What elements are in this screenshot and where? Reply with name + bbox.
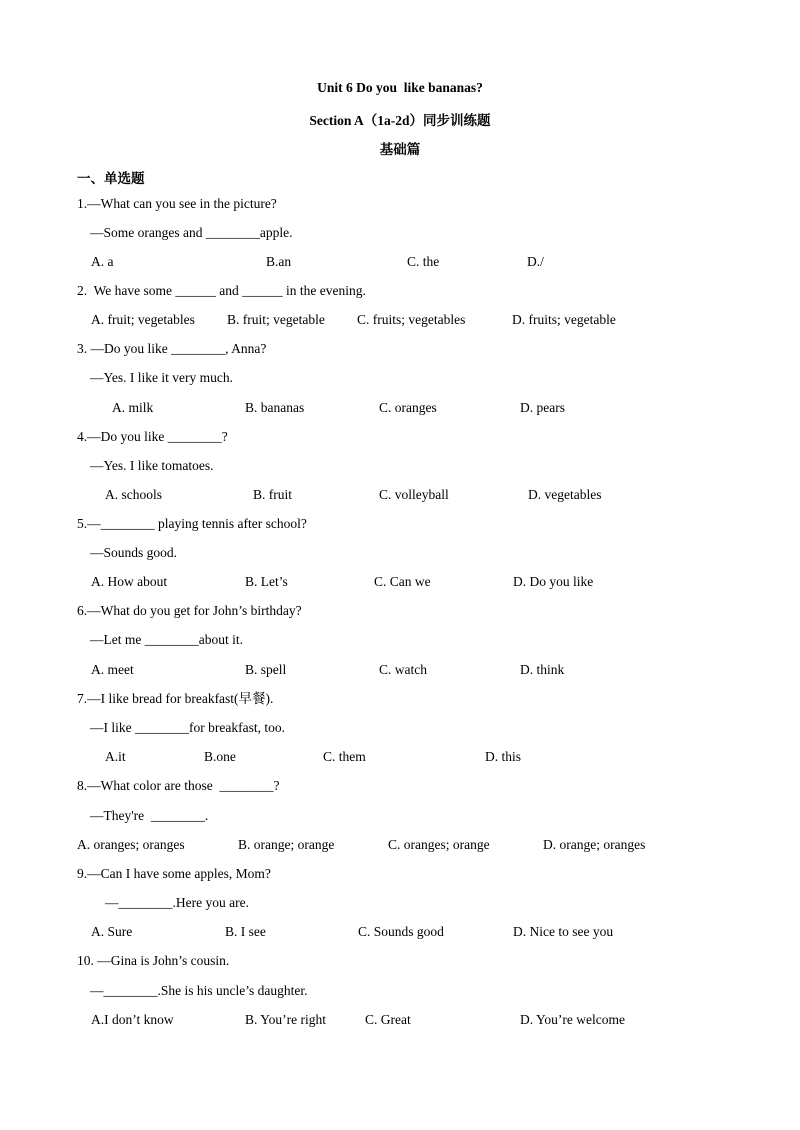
question-10-option-a: A.I don’t know	[91, 1012, 174, 1027]
question-9-option-b: B. I see	[225, 924, 266, 939]
question-7-option-c: C. them	[323, 749, 366, 764]
question-6-stem: 6.—What do you get for John’s birthday?	[77, 603, 302, 618]
question-9-option-a: A. Sure	[91, 924, 133, 939]
question-4-stem: 4.—Do you like ________?	[77, 429, 228, 444]
question-7-option-d: D. this	[485, 749, 522, 764]
section-heading: 一、单选题	[77, 171, 145, 186]
question-1-option-c: C. the	[407, 254, 440, 269]
question-3-option-c: C. oranges	[379, 400, 437, 415]
question-4-option-d: D. vegetables	[528, 487, 602, 502]
question-2-option-a: A. fruit; vegetables	[91, 312, 195, 327]
question-3-option-b: B. bananas	[245, 400, 305, 415]
worksheet-subtitle: Section A（1a-2d）同步训练题	[309, 113, 491, 128]
question-7-option-b: B.one	[204, 749, 236, 764]
question-1-reply: —Some oranges and ________apple.	[90, 225, 293, 240]
question-4-option-b: B. fruit	[253, 487, 292, 502]
question-3-reply: —Yes. I like it very much.	[90, 370, 233, 385]
question-4-option-a: A. schools	[105, 487, 162, 502]
question-10-option-d: D. You’re welcome	[520, 1012, 625, 1027]
worksheet-title: Unit 6 Do you like bananas?	[317, 80, 483, 95]
question-6-reply: —Let me ________about it.	[90, 632, 243, 647]
question-8-option-a: A. oranges; oranges	[77, 837, 185, 852]
question-6-option-c: C. watch	[379, 662, 427, 677]
question-6-option-b: B. spell	[245, 662, 287, 677]
question-10-reply: —________.She is his uncle’s daughter.	[90, 983, 308, 998]
question-7-option-a: A.it	[105, 749, 126, 764]
question-8-stem: 8.—What color are those ________?	[77, 778, 280, 793]
question-1-option-b: B.an	[266, 254, 292, 269]
question-9-option-c: C. Sounds good	[358, 924, 444, 939]
question-8-option-c: C. oranges; orange	[388, 837, 490, 852]
question-1-option-a: A. a	[91, 254, 114, 269]
question-7-stem: 7.—I like bread for breakfast(早餐).	[77, 691, 274, 706]
question-8-option-d: D. orange; oranges	[543, 837, 646, 852]
question-8-reply: —They're ________.	[90, 808, 209, 823]
question-2-option-d: D. fruits; vegetable	[512, 312, 616, 327]
question-10-option-b: B. You’re right	[245, 1012, 327, 1027]
worksheet-level: 基础篇	[379, 142, 421, 157]
question-9-option-d: D. Nice to see you	[513, 924, 614, 939]
question-2-option-c: C. fruits; vegetables	[357, 312, 466, 327]
question-5-reply: —Sounds good.	[90, 545, 178, 560]
question-1-option-d: D./	[527, 254, 544, 269]
question-10-stem: 10. —Gina is John’s cousin.	[77, 953, 230, 968]
question-3-stem: 3. —Do you like ________, Anna?	[77, 341, 267, 356]
question-4-option-c: C. volleyball	[379, 487, 449, 502]
question-10-option-c: C. Great	[365, 1012, 411, 1027]
question-9-stem: 9.—Can I have some apples, Mom?	[77, 866, 271, 881]
question-5-option-a: A. How about	[91, 574, 168, 589]
question-5-stem: 5.—________ playing tennis after school?	[77, 516, 307, 531]
question-9-reply: —________.Here you are.	[105, 895, 249, 910]
question-1-stem: 1.—What can you see in the picture?	[77, 196, 277, 211]
question-3-option-d: D. pears	[520, 400, 565, 415]
question-8-option-b: B. orange; orange	[238, 837, 335, 852]
question-6-option-d: D. think	[520, 662, 565, 677]
question-5-option-b: B. Let’s	[245, 574, 288, 589]
question-5-option-c: C. Can we	[374, 574, 431, 589]
question-7-reply: —I like ________for breakfast, too.	[90, 720, 285, 735]
question-2-option-b: B. fruit; vegetable	[227, 312, 325, 327]
question-5-option-d: D. Do you like	[513, 574, 594, 589]
question-6-option-a: A. meet	[91, 662, 134, 677]
question-2-stem: 2. We have some ______ and ______ in the evening.	[77, 283, 366, 298]
question-4-reply: —Yes. I like tomatoes.	[90, 458, 214, 473]
question-3-option-a: A. milk	[112, 400, 154, 415]
